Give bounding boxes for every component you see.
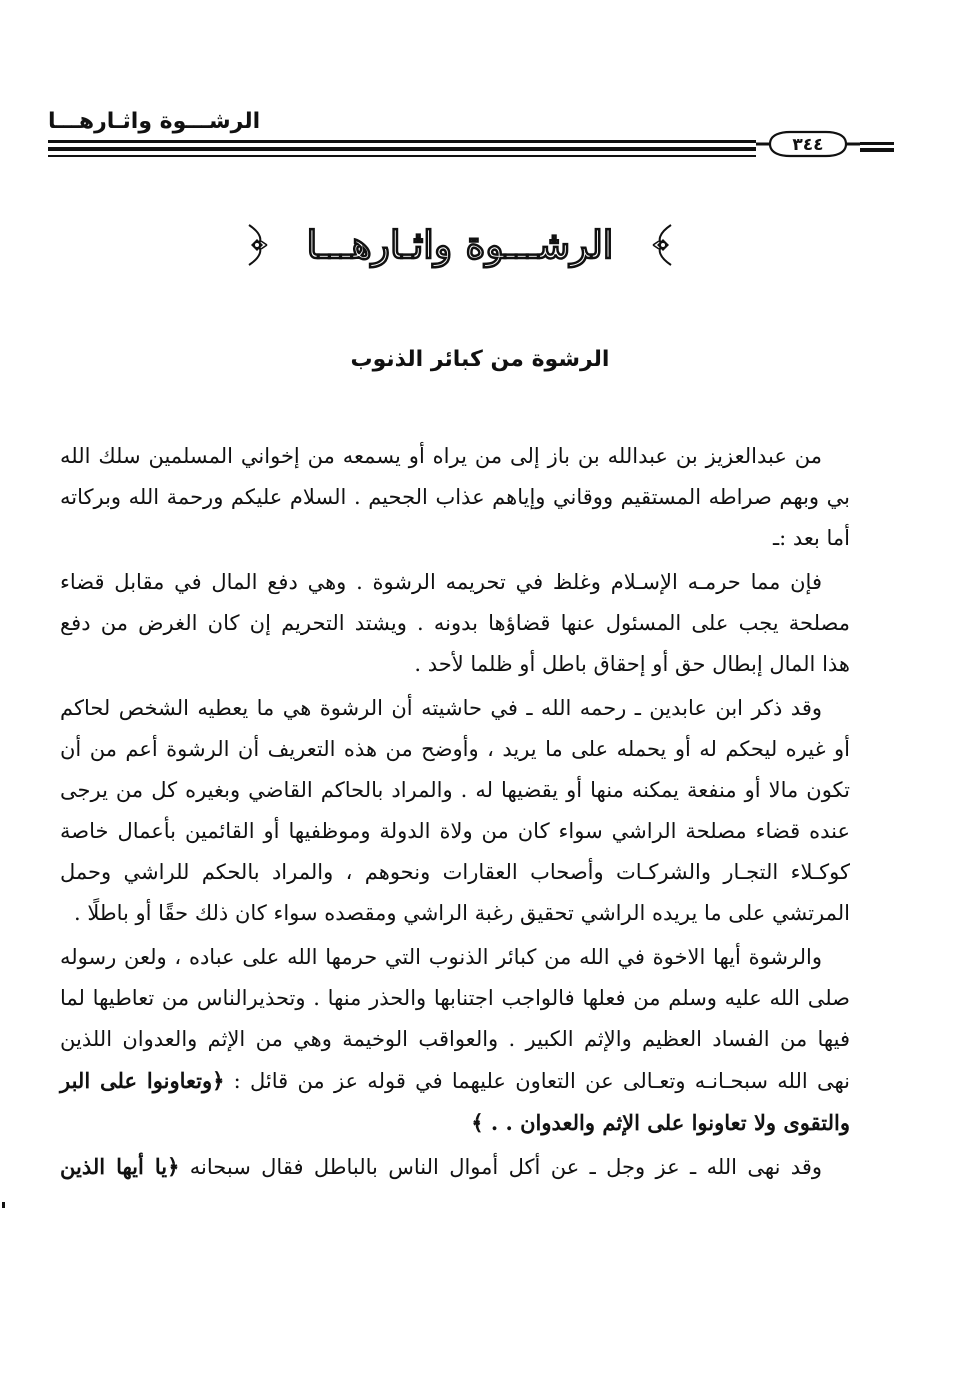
text-line: هذا المال إبطال حق أو إحقاق باطل أو ظلما لأحد . — [414, 652, 850, 676]
text-line: أو غيره ليحكم له أو يحمله على ما يريد ، وأوضح من هذه التعريف أن الرشوة أعم من أن — [60, 737, 850, 761]
page-number: ٣٤٤ — [792, 135, 824, 155]
text-fragment: نهى الله سبحـانـه وتعـالى عن التعاون عليهما في قوله عز من قائل : — [224, 1069, 850, 1093]
header-rule-hairline — [48, 155, 756, 157]
chapter-title-block — [230, 206, 690, 276]
quran-verse: ﴿وتعاونوا على البر — [60, 1068, 225, 1093]
running-title: الرشـــوة واثـارهـــا — [48, 109, 261, 134]
paragraph-2 — [60, 562, 850, 685]
text-line: تكون مالا أو منفعة يمكنه منها أو يقضيها له . والمراد بالحاكم القاضي وبغيره كل من يرجى — [60, 778, 850, 802]
header-rule-thin — [48, 140, 756, 143]
text-line: والرشوة أيها الاخوة في الله من كبائر الذنوب التي حرمها الله على عباده ، ولعن رسوله — [60, 945, 822, 969]
body-text — [60, 436, 850, 1191]
chapter-title: الرشـــوة واثـارهـــا — [306, 221, 614, 267]
paragraph-3 — [60, 688, 850, 934]
text-line: بي وبهم صراطه المستقيم ووقاني وإياهم عذاب الجحيم . السلام عليكم ورحمة الله وبركاته — [60, 485, 850, 509]
text-line: أما بعد :ـ — [772, 526, 850, 550]
header-dash-ornament — [860, 140, 894, 156]
text-line — [60, 1146, 850, 1188]
paragraph-1 — [60, 436, 850, 559]
text-line: صلى الله عليه وسلم من فعلها فالواجب اجتنابها والحذر منها . وتحذيرالناس من تعاطيها لما — [60, 986, 850, 1010]
page-header — [48, 104, 848, 164]
paragraph-4 — [60, 937, 850, 1143]
text-line: من عبدالعزيز بن عبدالله بن باز إلى من يراه أو يسمعه من إخواني المسلمين سلك الله — [60, 444, 822, 468]
text-line: مصلحة يجب على المسئول عنها قضاؤها بدونه . ويشتد التحريم إن كان الغرض من دفع — [60, 611, 850, 635]
quran-verse-line: والتقوى ولا تعاونوا على الإثم والعدوان . . ﴾ — [471, 1110, 850, 1135]
text-line: فإن مما حرمـه الإسـلام وغلظ في تحريمه الرشوة . وهي دفع المال في مقابل قضاء — [60, 570, 822, 594]
text-line: فيها من الفساد العظيم والإثم الكبير . والعواقب الوخيمة وهي من الإثم والعدوان اللذين — [60, 1027, 850, 1051]
text-line: وقد ذكر ابن عابدين ـ رحمه الله ـ في حاشيته أن الرشوة هي ما يعطيه الشخص لحاكم — [60, 696, 822, 720]
header-rules — [48, 138, 756, 162]
text-line: كوكـلاء التجـار والشركـات وأصحاب العقارات ونحوهم ، والمراد بالحكم للراشي وحمل — [60, 860, 850, 884]
text-line — [60, 1060, 850, 1102]
text-line: عنده قضاء مصلحة الراشي سواء كان من ولاة الدولة وموظفيها أو القائمين بأعمال خاصة — [60, 819, 850, 843]
ornament-left-icon — [649, 223, 679, 267]
page-number-badge — [756, 130, 860, 158]
header-rule-thick — [48, 147, 756, 151]
section-heading: الرشوة من كبائر الذنوب — [350, 347, 610, 372]
text-fragment: وقد نهى الله ـ عز وجل ـ عن أكل أموال الناس بالباطل فقال سبحانه — [179, 1155, 822, 1179]
margin-mark — [2, 1202, 5, 1208]
ornament-right-icon — [241, 223, 271, 267]
quran-verse: ﴿يا أيها الذين — [60, 1154, 180, 1179]
text-line: المرتشي على ما يريده الراشي تحقيق رغبة الراشي ومقصده سواء كان ذلك حقًا أو باطلًا . — [73, 901, 850, 925]
paragraph-5 — [60, 1146, 850, 1188]
